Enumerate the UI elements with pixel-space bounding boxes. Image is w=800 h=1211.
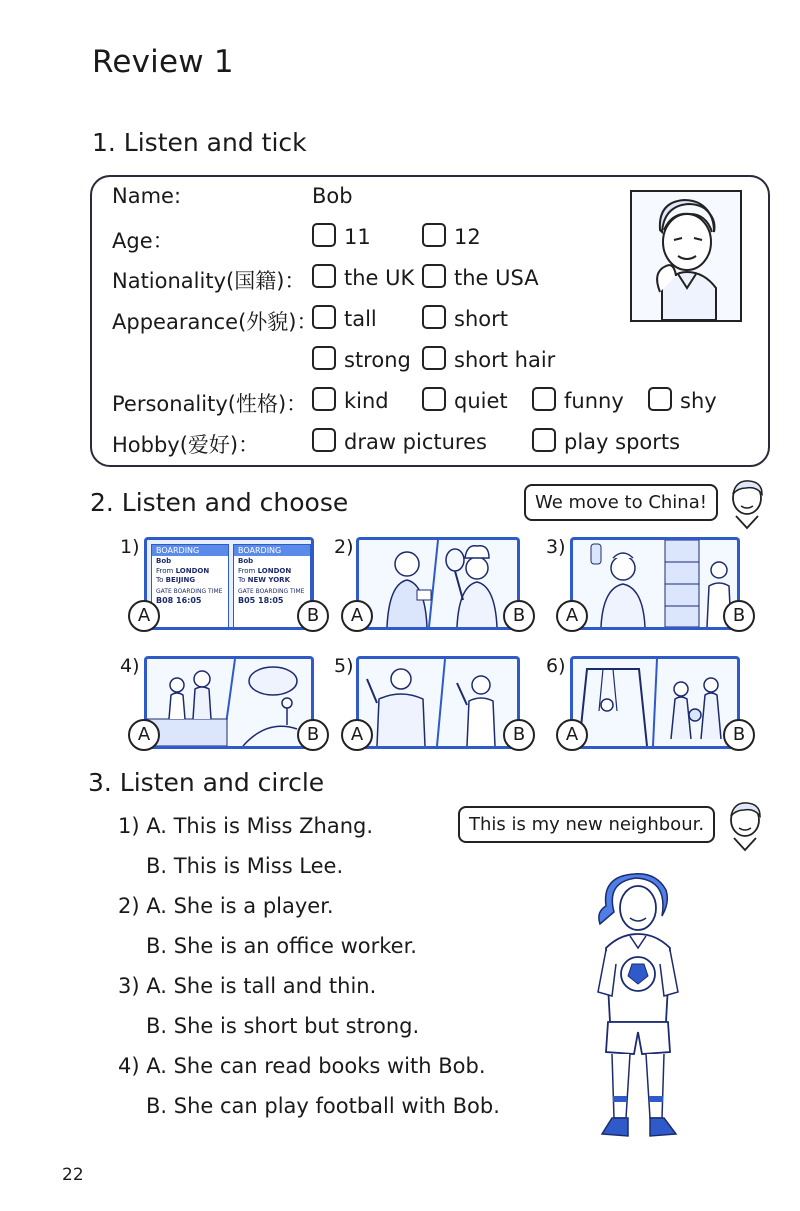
item-3-panel bbox=[570, 537, 740, 630]
item-2-panel bbox=[356, 537, 520, 630]
label-personality: Personality(性格)： bbox=[112, 392, 308, 416]
question-1-option-b[interactable]: B. This is Miss Lee. bbox=[146, 854, 344, 878]
item-4-option-a[interactable]: A bbox=[128, 719, 160, 751]
item-1-option-b[interactable]: B bbox=[297, 600, 329, 632]
item-4-option-b[interactable]: B bbox=[297, 719, 329, 751]
item-5-number: 5) bbox=[334, 655, 354, 677]
option-short-hair[interactable]: short hair bbox=[422, 346, 555, 372]
question-3: 3) A. She is tall and thin. bbox=[118, 974, 377, 998]
item-6-number: 6) bbox=[546, 655, 566, 677]
option-quiet[interactable]: quiet bbox=[422, 387, 508, 413]
ticket-a-to-label: To bbox=[156, 576, 164, 584]
ticket-a bbox=[151, 544, 229, 628]
checkbox[interactable] bbox=[532, 428, 556, 452]
ticket-a-name: Bob bbox=[156, 557, 172, 565]
section1-heading: 1. Listen and tick bbox=[92, 128, 307, 157]
item-5-panel bbox=[356, 656, 520, 749]
question-4: 4) A. She can read books with Bob. bbox=[118, 1054, 486, 1078]
option-kind[interactable]: kind bbox=[312, 387, 389, 413]
boy-head-icon bbox=[720, 798, 770, 856]
speech-bubble-neighbour: This is my new neighbour. bbox=[458, 806, 715, 843]
checkbox[interactable] bbox=[312, 387, 336, 411]
section3-heading: 3. Listen and circle bbox=[88, 768, 325, 797]
ticket-b-from-label: From bbox=[238, 567, 256, 575]
option-draw-pictures[interactable]: draw pictures bbox=[312, 428, 487, 454]
ticket-b-gate-label: GATE bbox=[238, 588, 254, 595]
bob-portrait bbox=[630, 190, 742, 322]
checkbox[interactable] bbox=[648, 387, 672, 411]
option-play-sports[interactable]: play sports bbox=[532, 428, 680, 454]
checkbox[interactable] bbox=[422, 346, 446, 370]
option-the-uk[interactable]: the UK bbox=[312, 264, 414, 290]
ticket-a-from: LONDON bbox=[175, 567, 210, 575]
item-1-panel bbox=[144, 537, 314, 630]
checkbox[interactable] bbox=[312, 223, 336, 247]
question-1: 1) A. This is Miss Zhang. bbox=[118, 814, 374, 838]
office-and-chef-illustration bbox=[359, 540, 517, 627]
ticket-b-time: 18:05 bbox=[258, 596, 284, 605]
checkbox[interactable] bbox=[532, 387, 556, 411]
ticket-b-to: NEW YORK bbox=[247, 576, 290, 584]
item-2-number: 2) bbox=[334, 536, 354, 558]
checkbox[interactable] bbox=[422, 264, 446, 288]
item-3-number: 3) bbox=[546, 536, 566, 558]
label-hobby: Hobby(爱好)： bbox=[112, 433, 260, 457]
question-2: 2) A. She is a player. bbox=[118, 894, 334, 918]
ticket-b-gate: B05 bbox=[238, 596, 256, 605]
family-outing-illustration bbox=[147, 659, 311, 746]
question-2-option-b[interactable]: B. She is an office worker. bbox=[146, 934, 417, 958]
ticket-a-gate-label: GATE bbox=[156, 588, 172, 595]
option-the-usa[interactable]: the USA bbox=[422, 264, 539, 290]
item-3-option-a[interactable]: A bbox=[556, 600, 588, 632]
option-shy[interactable]: shy bbox=[648, 387, 717, 413]
boy-illustration bbox=[632, 192, 740, 320]
option-tall[interactable]: tall bbox=[312, 305, 377, 331]
value-name: Bob bbox=[312, 184, 353, 208]
nurse-and-shelves-illustration bbox=[573, 540, 737, 627]
ticket-a-from-label: From bbox=[156, 567, 174, 575]
item-3-option-b[interactable]: B bbox=[723, 600, 755, 632]
option-11[interactable]: 11 bbox=[312, 223, 371, 249]
item-6-option-b[interactable]: B bbox=[723, 719, 755, 751]
checkbox[interactable] bbox=[422, 223, 446, 247]
checkbox[interactable] bbox=[422, 305, 446, 329]
item-4-panel bbox=[144, 656, 314, 749]
question-1-option-a[interactable]: A. This is Miss Zhang. bbox=[146, 814, 374, 838]
option-short[interactable]: short bbox=[422, 305, 508, 331]
label-appearance: Appearance(外貌)： bbox=[112, 310, 318, 334]
item-5-option-a[interactable]: A bbox=[341, 719, 373, 751]
boy-head-icon bbox=[722, 476, 772, 534]
ticket-b-time-label: BOARDING TIME bbox=[255, 588, 305, 595]
question-2-option-a[interactable]: A. She is a player. bbox=[146, 894, 334, 918]
label-name: Name: bbox=[112, 184, 182, 208]
item-6-panel bbox=[570, 656, 740, 749]
item-2-option-b[interactable]: B bbox=[503, 600, 535, 632]
ticket-a-to: BEIJING bbox=[165, 576, 196, 584]
item-5-option-b[interactable]: B bbox=[503, 719, 535, 751]
ticket-a-gate: B08 bbox=[156, 596, 174, 605]
ticket-a-header: BOARDING bbox=[152, 545, 228, 556]
speech-bubble-move: We move to China! bbox=[524, 484, 718, 521]
strong-and-thin-man-illustration bbox=[359, 659, 517, 746]
checkbox[interactable] bbox=[312, 428, 336, 452]
option-12[interactable]: 12 bbox=[422, 223, 481, 249]
item-1-number: 1) bbox=[120, 536, 140, 558]
label-age: Age： bbox=[112, 229, 174, 253]
item-2-option-a[interactable]: A bbox=[341, 600, 373, 632]
page-title: Review 1 bbox=[92, 44, 234, 80]
question-3-option-a[interactable]: A. She is tall and thin. bbox=[146, 974, 377, 998]
label-nationality: Nationality(国籍)： bbox=[112, 269, 306, 293]
checkbox[interactable] bbox=[312, 346, 336, 370]
ticket-b-from: LONDON bbox=[257, 567, 292, 575]
question-4-option-a[interactable]: A. She can read books with Bob. bbox=[146, 1054, 486, 1078]
checkbox[interactable] bbox=[422, 387, 446, 411]
item-1-option-a[interactable]: A bbox=[128, 600, 160, 632]
football-player-illustration bbox=[576, 872, 700, 1148]
checkbox[interactable] bbox=[312, 305, 336, 329]
question-4-option-b[interactable]: B. She can play football with Bob. bbox=[146, 1094, 500, 1118]
ticket-b-header: BOARDING bbox=[234, 545, 310, 556]
option-strong[interactable]: strong bbox=[312, 346, 411, 372]
question-3-option-b[interactable]: B. She is short but strong. bbox=[146, 1014, 420, 1038]
checkbox[interactable] bbox=[312, 264, 336, 288]
page-number: 22 bbox=[62, 1165, 84, 1185]
ticket-a-time-label: BOARDING TIME bbox=[173, 588, 223, 595]
item-4-number: 4) bbox=[120, 655, 140, 677]
ticket-a-time: 16:05 bbox=[176, 596, 202, 605]
section2-heading: 2. Listen and choose bbox=[90, 488, 349, 517]
ticket-b-to-label: To bbox=[238, 576, 246, 584]
ticket-b-name: Bob bbox=[238, 557, 254, 565]
option-funny[interactable]: funny bbox=[532, 387, 624, 413]
swing-and-basketball-illustration bbox=[573, 659, 737, 746]
item-6-option-a[interactable]: A bbox=[556, 719, 588, 751]
